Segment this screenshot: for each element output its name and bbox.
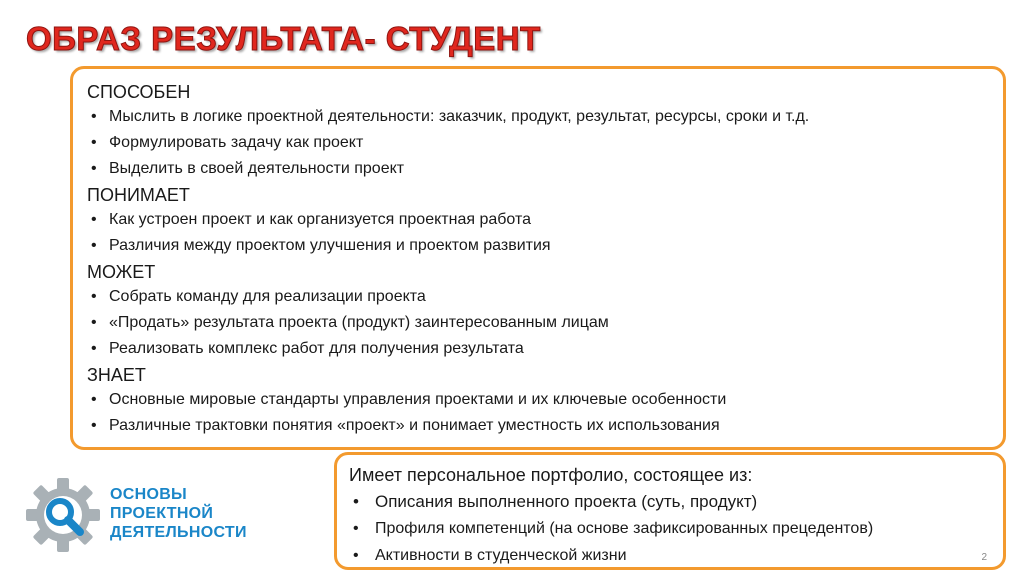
gear-magnifier-icon: [22, 474, 104, 556]
list-item: • Мыслить в логике проектной деятельности: заказчик, продукт, результат, ресурсы, сроки и т.д.: [87, 104, 989, 130]
slide-title: ОБРАЗ РЕЗУЛЬТАТА- СТУДЕНТ: [26, 20, 541, 57]
list-item: • Активности в студенческой жизни: [349, 542, 991, 569]
list-item: • Различные трактовки понятия «проект» и понимает уместность их использования: [87, 413, 989, 439]
result-image-box: [70, 66, 1006, 450]
list-item: • Как устроен проект и как организуется проектная работа: [87, 207, 989, 233]
logo-line: ОСНОВЫ: [110, 486, 188, 503]
list-item: • Выделить в своей деятельности проект: [87, 156, 989, 182]
section-heading: СПОСОБЕН: [87, 82, 191, 102]
section-understands: [87, 183, 989, 259]
list-item: • Формулировать задачу как проект: [87, 130, 989, 156]
list-item: • Профиля компетенций (на основе зафиксированных прецедентов): [349, 515, 991, 542]
portfolio-intro: Имеет персональное портфолио, состоящее из:: [349, 465, 753, 485]
list-item: • Описания выполненного проекта (суть, продукт): [349, 488, 991, 515]
section-capable: [87, 80, 989, 182]
logo-line: ПРОЕКТНОЙ: [110, 505, 214, 522]
list-item: • Реализовать комплекс работ для получения результата: [87, 336, 989, 362]
list-item: • Различия между проектом улучшения и проектом развития: [87, 233, 989, 259]
section-heading: МОЖЕТ: [87, 262, 156, 282]
logo-line: ДЕЯТЕЛЬНОСТИ: [110, 524, 247, 541]
list-item: • Основные мировые стандарты управления проектами и их ключевые особенности: [87, 387, 989, 413]
section-can: [87, 260, 989, 362]
list-item: • «Продать» результата проекта (продукт) заинтересованным лицам: [87, 310, 989, 336]
portfolio-box: [334, 452, 1006, 570]
section-heading: ЗНАЕТ: [87, 365, 146, 385]
section-knows: [87, 363, 989, 439]
list-item: • Собрать команду для реализации проекта: [87, 284, 989, 310]
section-heading: ПОНИМАЕТ: [87, 185, 190, 205]
page-number: 2: [981, 552, 987, 563]
logo-text: [110, 485, 247, 542]
